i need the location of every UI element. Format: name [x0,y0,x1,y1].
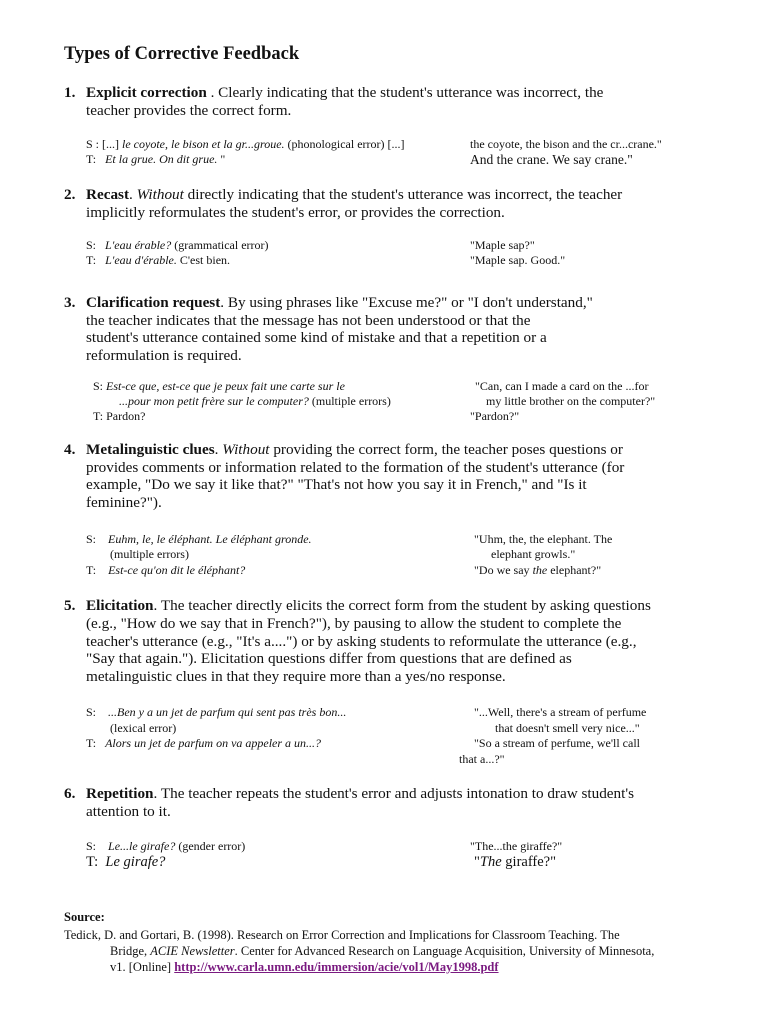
source-line-1: Tedick, D. and Gortari, B. (1998). Research on Error Correction and Implications for Classroom Teaching. The [64,928,620,942]
section-2-teacher-french: T: L'eau d'érable. C'est bien. [86,253,231,267]
section-3-student-english-2: my little brother on the computer?" [486,394,656,408]
section-4-student-english-2: elephant growls." [491,547,576,561]
section-4-term: Metalinguistic clues [86,441,215,458]
section-6-text: Repetition. The teacher repeats the student's error and adjusts intonation to draw student's attention to it. [86,785,635,820]
section-2-number: 2. [64,186,76,203]
source-link[interactable]: http://www.carla.umn.edu/immersion/acie/vol1/May1998.pdf [174,960,499,974]
source-citation [64,927,654,975]
section-4-student-english: "Uhm, the, the elephant. The [474,532,613,546]
section-2-student-french: S: L'eau érable? (grammatical error) [86,238,269,252]
section-4-error-note: (multiple errors) [110,547,189,561]
section-4-student-french: S: Euhm, le, le éléphant. Le éléphant gronde. [86,532,312,546]
section-5-error-note: (lexical error) [110,721,177,735]
section-5-text: Elicitation. The teacher directly elicits the correct form from the student by asking questions (e.g., "How do we say that in French?"), by pausing to allow the student to complete the teacher's utterance (e.g., "It's a....") or by asking students to reformulate the utterance (e.g., "Say that again."). Elicitation questions differ from questions that are defined as metalinguistic clues in that they require more than a yes/no response. [86,597,651,686]
source-heading: Source: [64,910,105,924]
section-5-student-english-2: that doesn't smell very nice..." [495,721,640,735]
section-3-number: 3. [64,294,76,311]
section-2-term: Recast [86,186,130,203]
section-5-teacher-english: "So a stream of perfume, we'll call [474,736,641,750]
section-5-term: Elicitation [86,597,154,614]
section-5-teacher-french: T: Alors un jet de parfum on va appeler a un...? [86,736,322,750]
section-1-teacher-english: And the crane. We say crane." [470,152,633,167]
section-5-teacher-english-2: that a...?" [459,752,505,766]
section-1-teacher-french: T: Et la grue. On dit grue. " [86,152,226,166]
section-3-term: Clarification request [86,294,221,311]
section-1-student-english: the coyote, the bison and the cr...crane." [470,137,662,151]
section-3-student-english: "Can, can I made a card on the ...for [475,379,649,393]
section-3-student-french: S: Est-ce que, est-ce que je peux fait une carte sur le [93,379,345,393]
section-5-number: 5. [64,597,76,614]
section-3-teacher: T: Pardon? [93,409,146,423]
section-6-student-french: S: Le...le girafe? (gender error) [86,839,246,853]
section-6-number: 6. [64,785,76,802]
section-6-teacher-english: "The giraffe?" [474,854,557,870]
section-1-text [86,84,716,120]
section-3-text: Clarification request. By using phrases like "Excuse me?" or "I don't understand," the teacher indicates that the message has not been understood or that the student's utterance contained some kind of mistake and that a repetition or a reformulation is required. [86,294,593,364]
section-1-number: 1. [64,84,76,101]
section-4-teacher-english: "Do we say the elephant?" [474,563,602,577]
section-4-teacher-french: T: Est-ce qu'on dit le éléphant? [86,563,246,577]
section-2-line-2: implicitly reformulates the student's error, or provides the correction. [86,204,505,221]
page-title: Types of Corrective Feedback [64,44,300,64]
section-4-text: Metalinguistic clues. Without providing the correct form, the teacher poses questions or provides comments or information related to the formation of the student's utterance (for example, "Do we say it like that?" "That's not how you say it in French," and "Is it feminine?"). [86,441,625,511]
section-5-student-english: "...Well, there's a stream of perfume [474,705,647,719]
section-6-student-english: "The...the giraffe?" [470,839,563,853]
section-1-term: Explicit correction [86,84,207,101]
section-5-student-french: S: ...Ben y a un jet de parfum qui sent pas très bon... [86,705,347,719]
section-3-student-french-2: ...pour mon petit frère sur le computer? (multiple errors) [119,394,391,408]
source-line-2: Bridge, ACIE Newsletter. Center for Advanced Research on Language Acquisition, University of Minnesota, [110,944,655,958]
section-2-text: Recast. Without directly indicating that the student's utterance was incorrect, the teacher implicitly reformulates the student's error, or provides the correction. [86,186,716,222]
section-3-teacher-english: "Pardon?" [470,409,520,423]
section-1-line-1: . Clearly indicating that the student's utterance was incorrect, the [206,84,604,101]
section-6-term: Repetition [86,785,154,802]
section-6-teacher-french: T: Le girafe? [86,854,166,870]
section-1-student-french: S : [...] le coyote, le bison et la gr...groue. (phonological error) [...] [86,137,405,151]
source-line-3: v1. [Online] http://www.carla.umn.edu/immersion/acie/vol1/May1998.pdf [110,960,499,974]
section-4-number: 4. [64,441,76,458]
section-2-student-english: "Maple sap?" [470,238,535,252]
section-2-teacher-english: "Maple sap. Good." [470,253,566,267]
section-1-line-2: teacher provides the correct form. [86,102,292,119]
